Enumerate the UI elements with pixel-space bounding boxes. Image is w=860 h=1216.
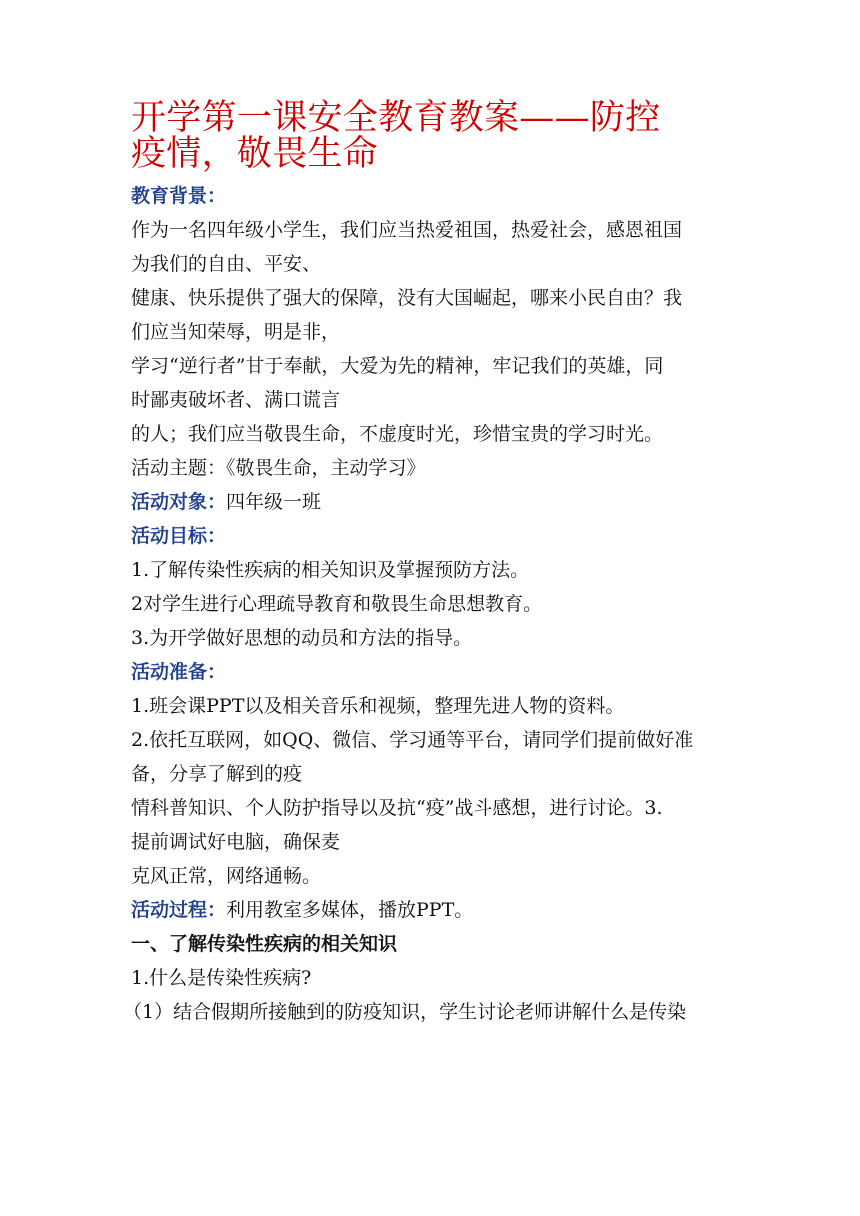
- goal-item: 1.了解传染性疾病的相关知识及掌握预防方法。: [131, 559, 530, 581]
- background-line: 们应当知荣辱，明是非，: [131, 321, 341, 343]
- activity-theme: 活动主题：《敬畏生命，主动学习》: [131, 457, 426, 479]
- background-line: 的人；我们应当敬畏生命，不虚度时光，珍惜宝贵的学习时光。: [131, 423, 664, 445]
- activity-process-label: 活动过程：: [131, 899, 227, 921]
- background-line: 时鄙夷破坏者、满口谎言: [131, 389, 341, 411]
- prep-line: 克风正常，网络通畅。: [131, 865, 322, 887]
- background-line: 健康、快乐提供了强大的保障，没有大国崛起，哪来小民自由？我: [131, 287, 683, 309]
- background-line: 作为一名四年级小学生，我们应当热爱祖国，热爱社会，感恩祖国: [131, 219, 683, 241]
- prep-line: 提前调试好电脑，确保麦: [131, 831, 341, 853]
- prep-line: 情科普知识、个人防护指导以及抗“疫”战斗感想，进行讨论。3.: [131, 797, 663, 819]
- background-line: 为我们的自由、平安、: [131, 253, 322, 275]
- background-line: 学习“逆行者”甘于奉献，大爱为先的精神，牢记我们的英雄，同: [131, 355, 664, 377]
- prep-heading: 活动准备：: [131, 661, 227, 683]
- goal-item: 2对学生进行心理疏导教育和敬畏生命思想教育。: [131, 593, 543, 615]
- goal-item: 3.为开学做好思想的动员和方法的指导。: [131, 627, 473, 649]
- title-line-1: 开学第一课安全教育教案——防控: [131, 98, 661, 138]
- activity-target: [131, 485, 731, 519]
- prep-line: 2.依托互联网，如QQ、微信、学习通等平台，请同学们提前做好准: [131, 729, 694, 751]
- lesson-plan: [123, 98, 731, 1029]
- prep-line: 备，分享了解到的疫: [131, 763, 303, 785]
- activity-process: [131, 893, 731, 927]
- title-line-2: 疫情，敬畏生命: [131, 134, 379, 174]
- section-item: （1）结合假期所接触到的防疫知识，学生讨论老师讲解什么是传染: [123, 1001, 687, 1023]
- background-heading: 教育背景：: [131, 185, 227, 207]
- activity-process-value: 利用教室多媒体，播放PPT。: [226, 899, 474, 921]
- goals-heading: 活动目标：: [131, 525, 227, 547]
- page-title: [131, 100, 731, 172]
- activity-target-label: 活动对象：: [131, 491, 227, 513]
- section-question: 1.什么是传染性疾病?: [131, 967, 312, 989]
- prep-line: 1.班会课PPT以及相关音乐和视频，整理先进人物的资料。: [131, 695, 625, 717]
- activity-target-value: 四年级一班: [226, 491, 322, 513]
- section-heading: 一、了解传染性疾病的相关知识: [131, 933, 398, 955]
